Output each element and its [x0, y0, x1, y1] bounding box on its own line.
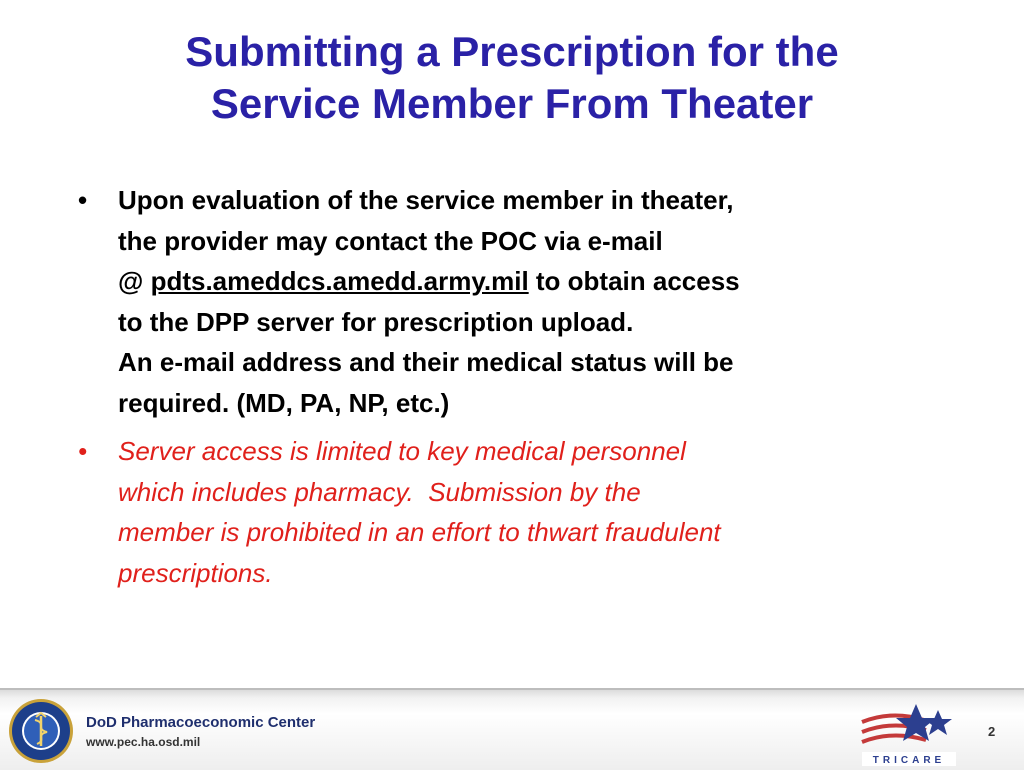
bullet-1-line-6: required. (MD, PA, NP, etc.): [118, 387, 450, 418]
bullet-1-line-1: Upon evaluation of the service member in theater,: [118, 185, 734, 215]
bullet-access-request: [78, 180, 958, 423]
slide-footer: [0, 688, 1024, 770]
title-line-2: Service Member From Theater: [210, 80, 814, 127]
bullet-1-at: @: [118, 266, 151, 296]
title-line-1: Submitting a Prescription for the: [185, 28, 839, 75]
bullet-1-line-2: the provider may contact the POC via e-mail: [118, 225, 663, 256]
bullet-1-line-4: to the DPP server for prescription upload.: [118, 306, 634, 337]
bullet-access-warning: [78, 431, 958, 593]
organization-name: DoD Pharmacoeconomic Center: [86, 714, 316, 731]
bullet-2-line-1: Server access is limited to key medical personnel: [118, 436, 686, 466]
bullet-2-line-2: which includes pharmacy. Submission by the: [118, 476, 641, 507]
bullet-2-line-3: member is prohibited in an effort to thwart fraudulent: [118, 517, 721, 547]
tricare-logo-icon: [858, 700, 960, 768]
bullet-2-line-4: prescriptions.: [118, 557, 273, 588]
bullet-marker: •: [78, 436, 88, 466]
bullet-marker: •: [78, 185, 88, 215]
pharmacoeconomic-center-seal-icon: [8, 698, 74, 764]
logo-wordmark: TRICARE: [872, 755, 946, 766]
bullet-list: [78, 180, 958, 593]
bullet-1-line-5: An e-mail address and their medical status will be: [118, 347, 734, 377]
page-number: 2: [988, 724, 996, 739]
bullet-1-after-link: to obtain access: [528, 266, 740, 296]
organization-url: www.pec.ha.osd.mil: [86, 735, 201, 749]
email-domain-link[interactable]: pdts.ameddcs.amedd.army.mil: [150, 266, 529, 296]
slide-title: [60, 26, 964, 130]
